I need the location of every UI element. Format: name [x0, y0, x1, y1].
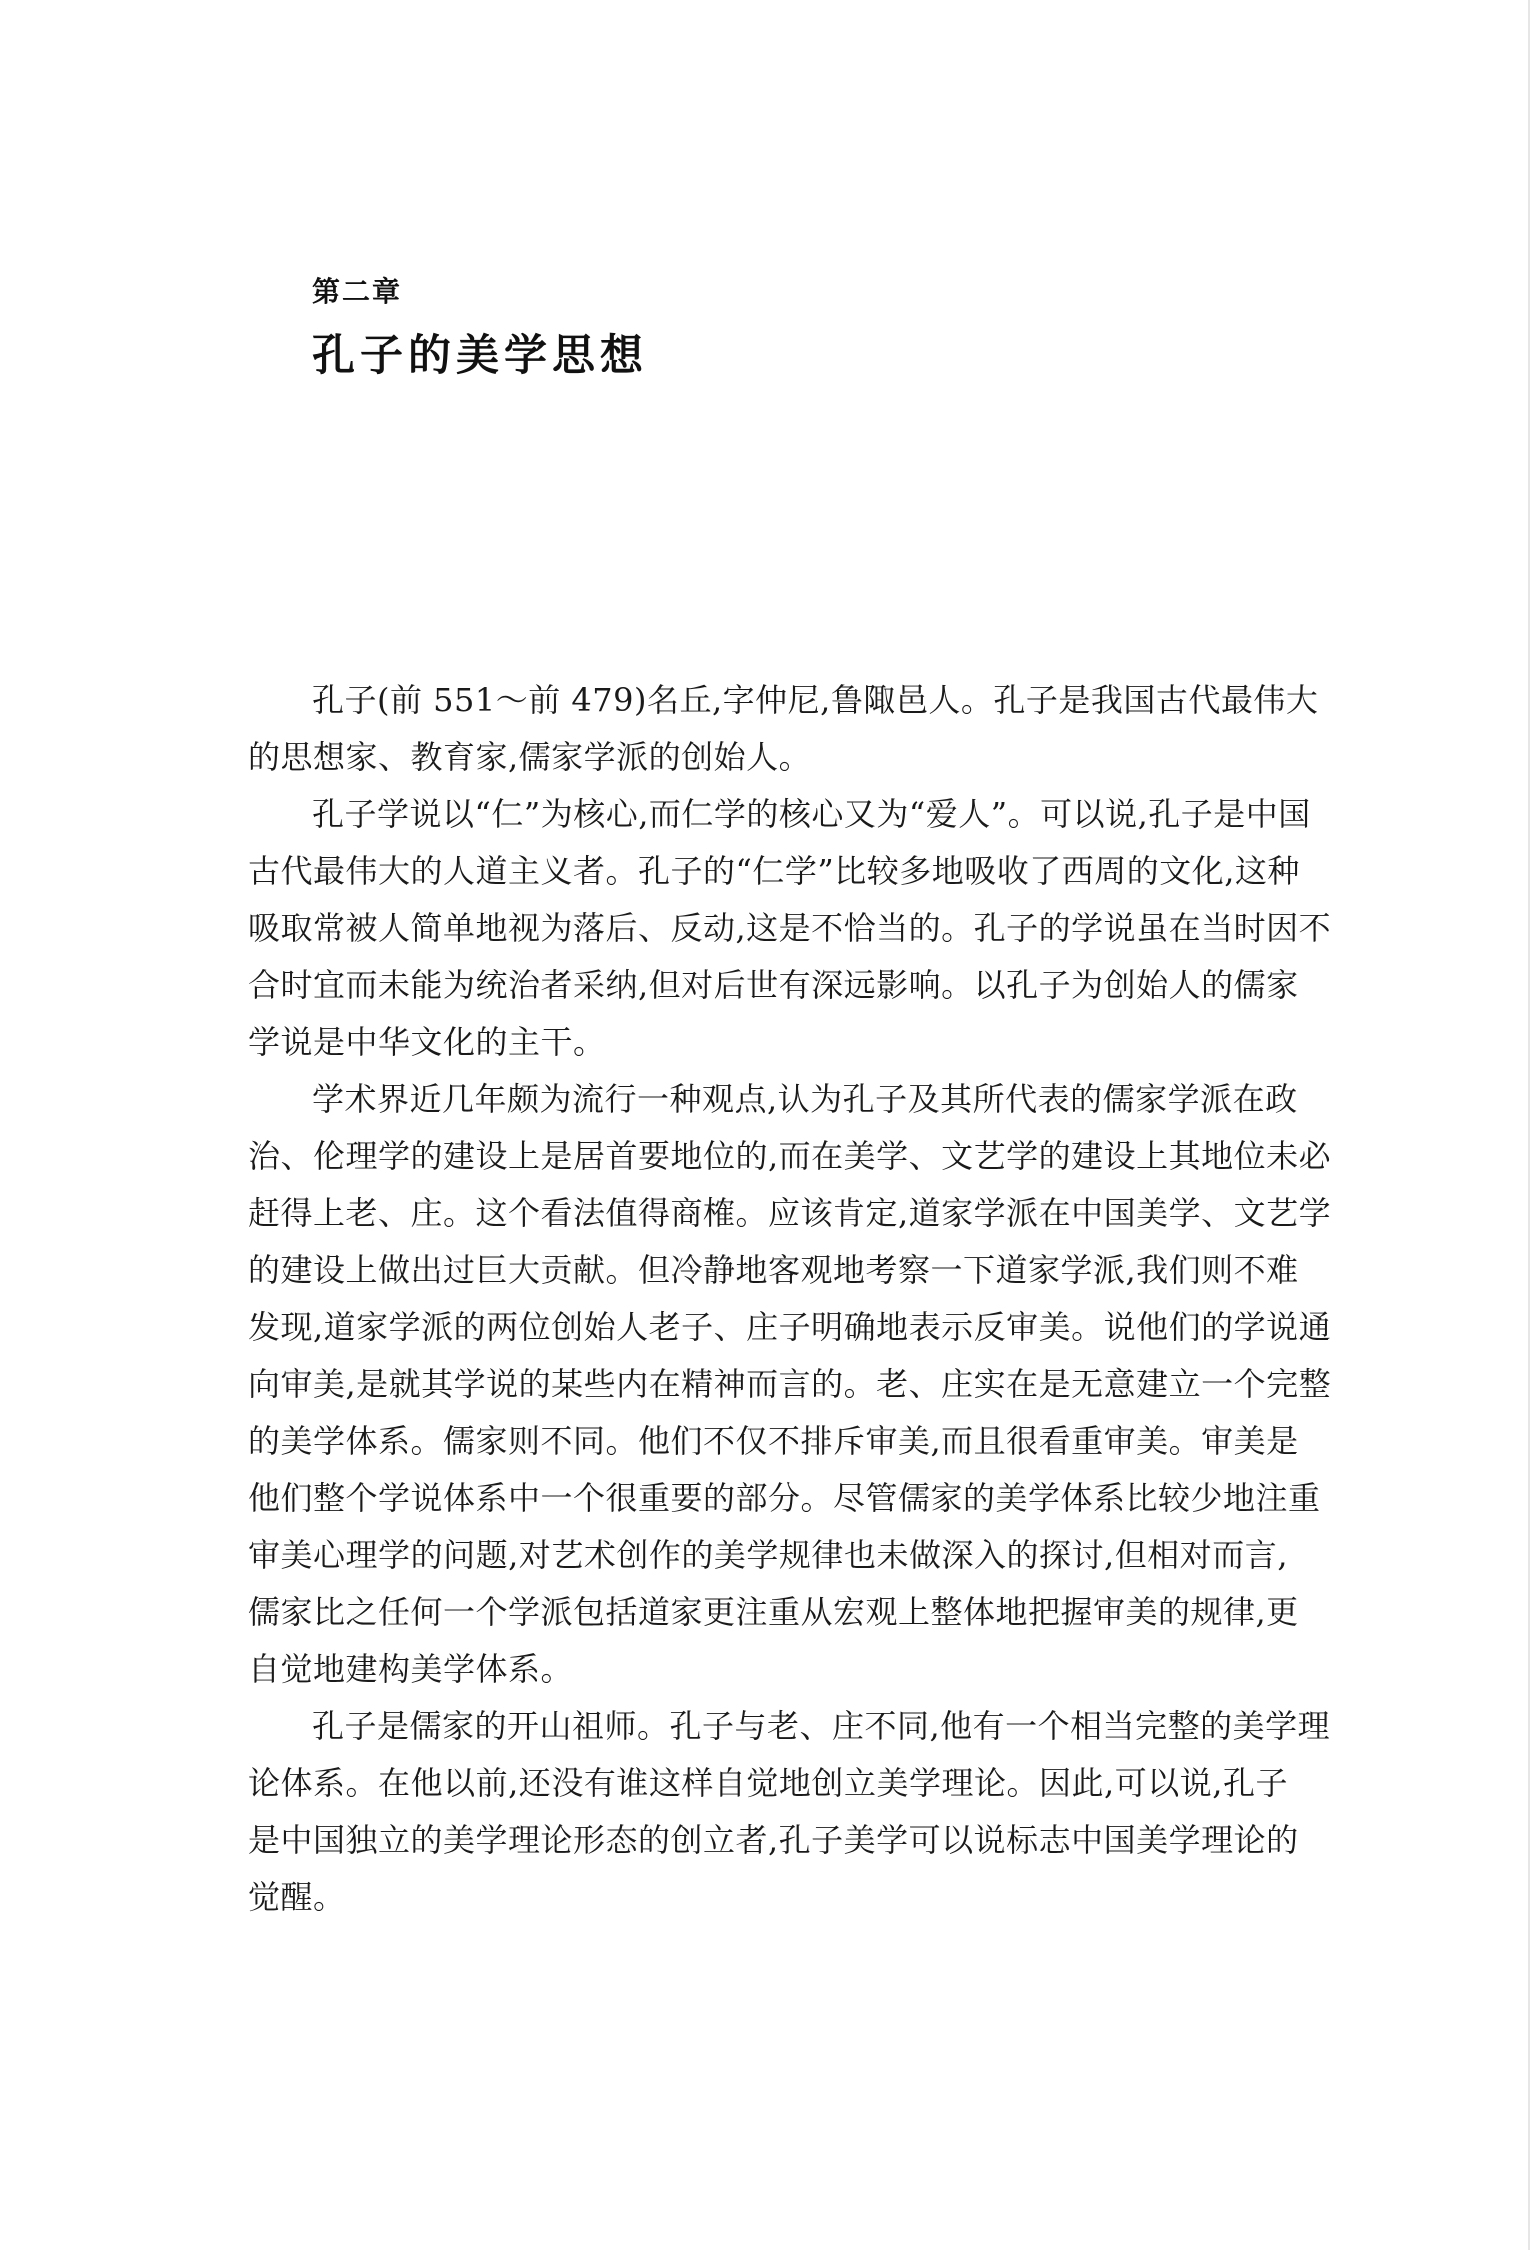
text-line: 学说是中华文化的主干。 [248, 1023, 606, 1061]
text-line: 吸取常被人简单地视为落后、反动,这是不恰当的。孔子的学说虽在当时因不 [248, 909, 1332, 947]
paragraph-1 [248, 672, 1319, 786]
text-line: 孔子是儒家的开山祖师。孔子与老、庄不同,他有一个相当完整的美学理 [312, 1707, 1331, 1745]
text-line: 赶得上老、庄。这个看法值得商榷。应该肯定,道家学派在中国美学、文艺学 [248, 1194, 1332, 1232]
text-line: 孔子学说以“仁”为核心,而仁学的核心又为“爱人”。可以说,孔子是中国 [312, 795, 1311, 833]
text-line: 的建设上做出过巨大贡献。但冷静地客观地考察一下道家学派,我们则不难 [248, 1251, 1299, 1289]
text-line: 儒家比之任何一个学派包括道家更注重从宏观上整体地把握审美的规律,更 [248, 1593, 1299, 1631]
text-line: 的美学体系。儒家则不同。他们不仅不排斥审美,而且很看重审美。审美是 [248, 1422, 1299, 1460]
text-line: 向审美,是就其学说的某些内在精神而言的。老、庄实在是无意建立一个完整 [248, 1365, 1332, 1403]
chapter-title: 孔子的美学思想 [312, 331, 648, 381]
text-line: 是中国独立的美学理论形态的创立者,孔子美学可以说标志中国美学理论的 [248, 1821, 1299, 1859]
paragraph-3 [248, 1071, 1332, 1698]
text-line: 治、伦理学的建设上是居首要地位的,而在美学、文艺学的建设上其地位未必 [248, 1137, 1332, 1175]
text-line: 审美心理学的问题,对艺术创作的美学规律也未做深入的探讨,但相对而言, [248, 1536, 1288, 1574]
chapter-label: 第二章 [312, 275, 403, 308]
text-line: 的思想家、教育家,儒家学派的创始人。 [248, 738, 812, 776]
page-edge [1528, 0, 1530, 2250]
text-line: 合时宜而未能为统治者采纳,但对后世有深远影响。以孔子为创始人的儒家 [248, 966, 1299, 1004]
text-line: 发现,道家学派的两位创始人老子、庄子明确地表示反审美。说他们的学说通 [248, 1308, 1332, 1346]
text-line: 孔子(前 551～前 479)名丘,字仲尼,鲁陬邑人。孔子是我国古代最伟大 [312, 681, 1319, 719]
text-line: 他们整个学说体系中一个很重要的部分。尽管儒家的美学体系比较少地注重 [248, 1479, 1321, 1517]
text-line: 学术界近几年颇为流行一种观点,认为孔子及其所代表的儒家学派在政 [312, 1080, 1298, 1118]
text-line: 古代最伟大的人道主义者。孔子的“仁学”比较多地吸收了西周的文化,这种 [248, 852, 1300, 890]
text-line: 自觉地建构美学体系。 [248, 1650, 574, 1688]
text-line: 觉醒。 [248, 1878, 346, 1916]
body-text [248, 672, 1332, 1926]
text-line: 论体系。在他以前,还没有谁这样自觉地创立美学理论。因此,可以说,孔子 [248, 1764, 1288, 1802]
paragraph-2 [248, 786, 1332, 1071]
paragraph-4 [248, 1698, 1331, 1926]
